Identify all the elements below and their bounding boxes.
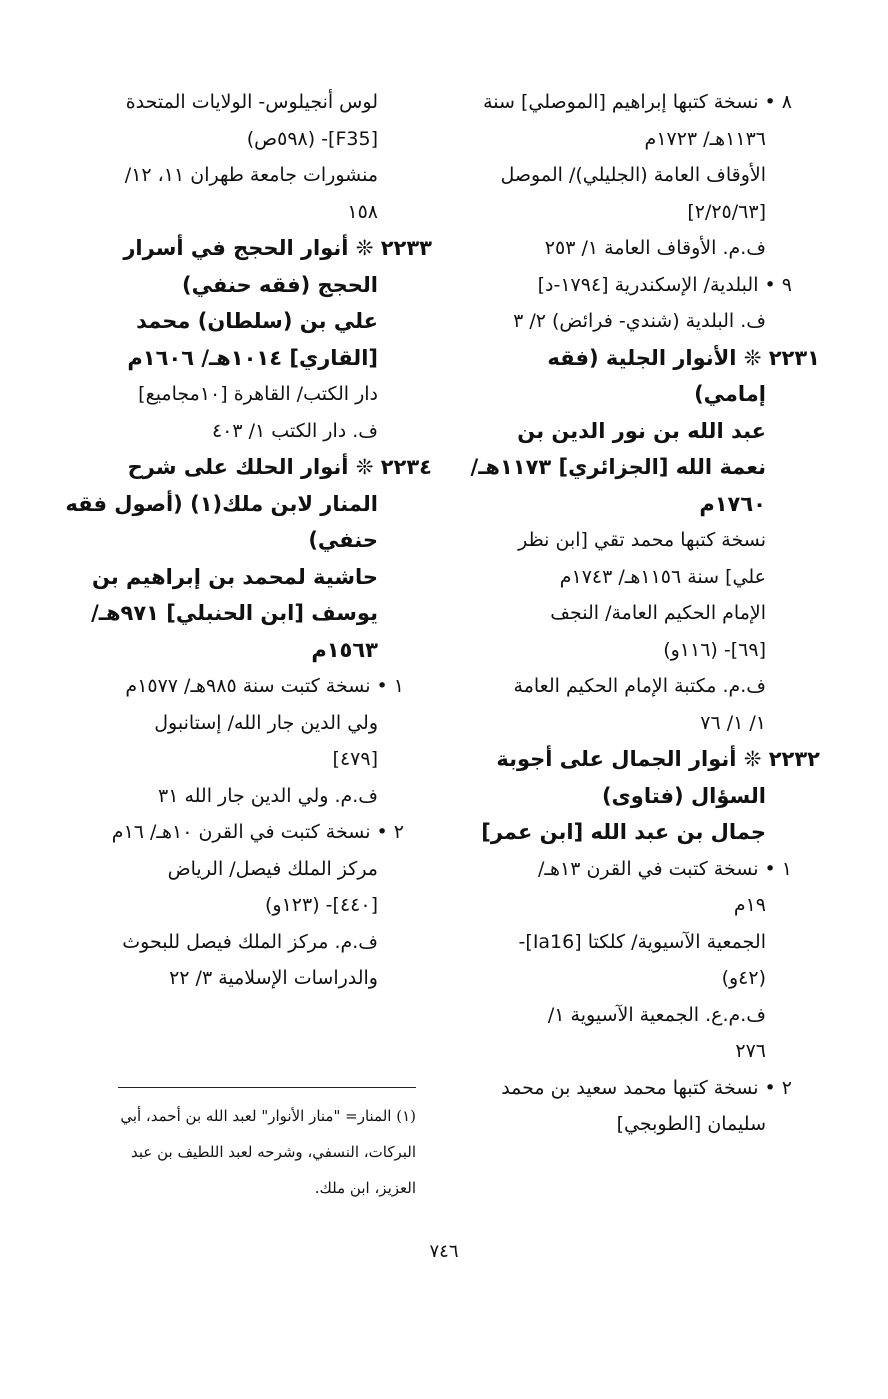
entry-line: ولي الدين جار الله/ إستانبول xyxy=(154,711,378,734)
entry-line: نسخة كتبها محمد تقي [ابن نظر xyxy=(518,529,766,551)
entry-author: ١٧٦٠م xyxy=(699,491,766,516)
entry-author: يوسف [ابن الحنبلي] ٩٧١هـ/ xyxy=(91,601,378,625)
entry-line: [٦٩]- (١١٦و) xyxy=(663,638,766,661)
entry-line: ف.م. مكتبة الإمام الحكيم العامة xyxy=(513,675,766,697)
footnote-line: العزيز، ابن ملك. xyxy=(314,1179,416,1197)
entry-line: ٢٧٦ xyxy=(735,1040,766,1062)
entry-line: ١١٣٦هـ/ ١٧٢٣م xyxy=(644,127,766,150)
entry-title: ٢٢٣٢ ❊ أنوار الجمال على أجوبة xyxy=(496,747,820,771)
entry-line: علي] سنة ١١٥٦هـ/ ١٧٤٣م xyxy=(559,565,766,588)
entry-line: ف. دار الكتب ١/ ٤٠٣ xyxy=(211,419,378,442)
entry-author: عبد الله بن نور الدين بن xyxy=(517,418,766,443)
entry-author: علي بن (سلطان) محمد xyxy=(136,309,378,333)
entry-line: دار الكتب/ القاهرة [١٠مجاميع] xyxy=(138,383,378,405)
entry-line: ٢ • نسخة كتبت في القرن ١٠هـ/ ١٦م xyxy=(111,821,404,843)
entry-line: لوس أنجيلوس- الولايات المتحدة xyxy=(125,91,378,113)
entry-title: ٢٢٣٤ ❊ أنوار الحلك على شرح xyxy=(127,455,432,479)
entry-title: إمامي) xyxy=(694,382,766,406)
left-column xyxy=(65,84,432,997)
entry-line: ٨ • نسخة كتبها إبراهيم [الموصلي] سنة xyxy=(483,91,792,113)
entry-line: ف.م. الأوقاف العامة ١/ ٢٥٣ xyxy=(544,237,766,259)
entry-line: الجمعية الآسيوية/ كلكتا [Ia16]- xyxy=(518,930,766,953)
entry-title: ٢٢٣٣ ❊ أنوار الحجج في أسرار xyxy=(123,236,432,260)
entry-line: [٤٤٠]- (١٢٣و) xyxy=(265,894,378,916)
entry-line: [٤٧٩] xyxy=(332,748,378,770)
footnote xyxy=(90,1098,416,1206)
entry-line: الأوقاف العامة (الجليلي)/ الموصل xyxy=(500,164,766,186)
entry-title: السؤال (فتاوى) xyxy=(601,783,766,808)
entry-line: ٢ • نسخة كتبها محمد سعيد بن محمد xyxy=(501,1076,792,1099)
entry-author: حاشية لمحمد بن إبراهيم بن xyxy=(91,564,378,589)
page-number: ٧٤٦ xyxy=(429,1241,459,1262)
entry-line: (٤٢و) xyxy=(721,967,766,989)
entry-line: ١ • نسخة كتبت سنة ٩٨٥هـ/ ١٥٧٧م xyxy=(125,675,404,697)
entry-line: ف. البلدية (شندي- فرائض) ٢/ ٣ xyxy=(513,310,766,332)
entry-title: الحجج (فقه حنفي) xyxy=(182,272,378,297)
entry-title: ٢٢٣١ ❊ الأنوار الجلية (فقه xyxy=(547,345,820,370)
entry-author: [القاري] ١٠١٤هـ/ ١٦٠٦م xyxy=(127,345,378,370)
entry-line: الإمام الحكيم العامة/ النجف xyxy=(550,602,766,624)
footnote-line: البركات، النسفي، وشرحه لعبد اللطيف بن عبد xyxy=(130,1143,416,1161)
entry-line: ٩ • البلدية/ الإسكندرية [١٧٩٤-د] xyxy=(537,273,792,296)
entry-line: مركز الملك فيصل/ الرياض xyxy=(167,857,378,880)
entry-author: جمال بن عبد الله [ابن عمر] xyxy=(481,820,766,844)
footnote-divider xyxy=(118,1087,416,1088)
entry-line: ١/ ١/ ٧٦ xyxy=(700,711,766,734)
entry-author: ١٥٦٣م xyxy=(311,637,378,662)
entry-line: ١ • نسخة كتبت في القرن ١٣هـ/ xyxy=(538,857,792,880)
entry-line: [٢/٢٥/٦٣] xyxy=(687,200,766,223)
entry-line: ١٩م xyxy=(733,894,766,916)
footnote-line: (١) المنار= "منار الأنوار" لعبد الله بن أحمد، أبي xyxy=(120,1107,416,1125)
entry-line: ف.م.ع. الجمعية الآسيوية ١/ xyxy=(547,1003,766,1026)
entry-line: والدراسات الإسلامية ٣/ ٢٢ xyxy=(169,967,378,989)
entry-line: ف.م. مركز الملك فيصل للبحوث xyxy=(122,930,378,953)
entry-line: سليمان [الطوبجي] xyxy=(616,1113,766,1135)
entry-author: نعمة الله [الجزائري] ١١٧٣هـ/ xyxy=(470,455,766,479)
entry-title: حنفي) xyxy=(308,528,378,552)
entry-line: ف.م. ولي الدين جار الله ٣١ xyxy=(157,784,378,807)
entry-line: منشورات جامعة طهران ١١، ١٢/ xyxy=(124,164,378,186)
entry-line: [F35]- (٥٩٨ص) xyxy=(246,127,378,150)
entry-line: ١٥٨ xyxy=(347,200,378,223)
entry-title: المنار لابن ملك(١) (أصول فقه xyxy=(65,491,378,516)
right-column xyxy=(468,84,820,1143)
